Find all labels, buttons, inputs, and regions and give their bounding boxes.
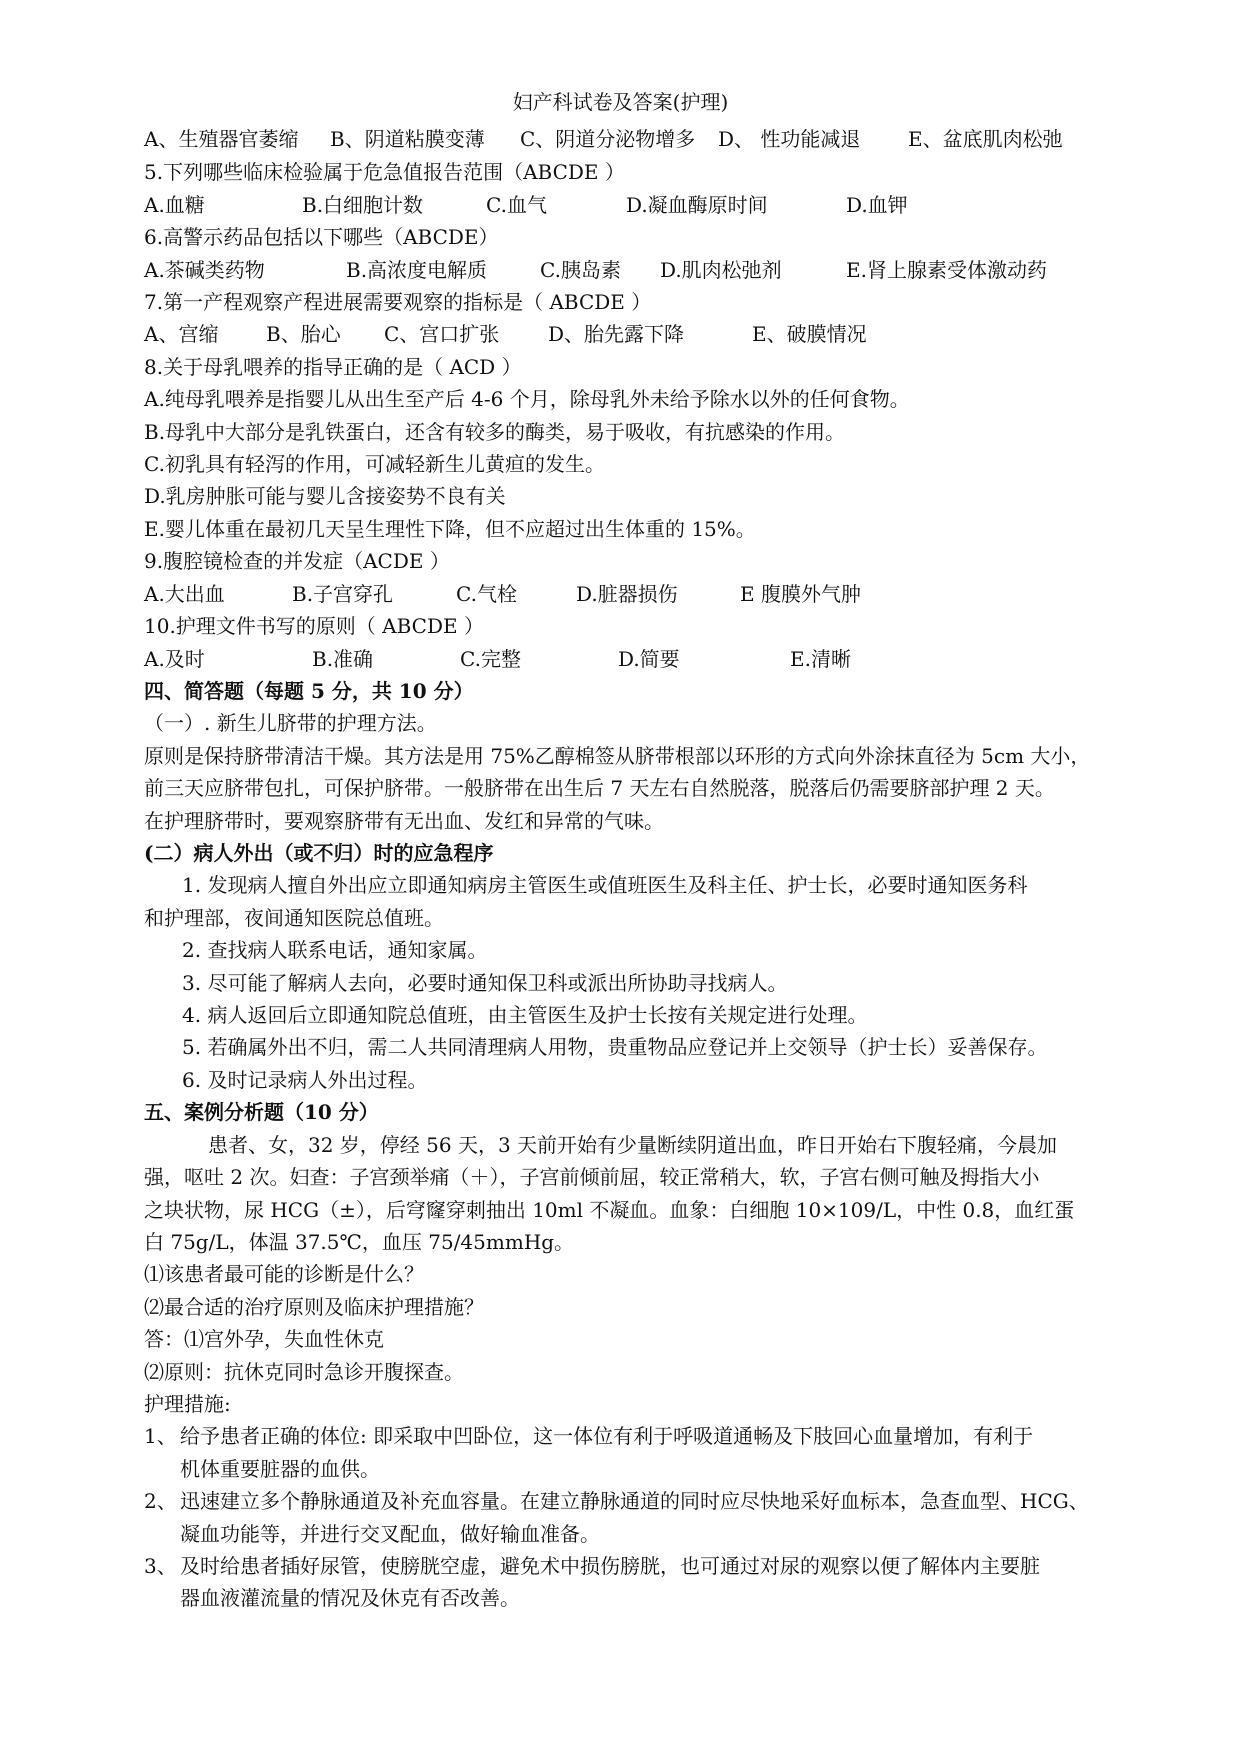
case-question-1: ⑴该患者最可能的诊断是什么？	[144, 1262, 424, 1286]
q6-option-d: D.肌肉松弛剂	[660, 258, 782, 282]
q9-option-e: E 腹膜外气肿	[740, 582, 861, 606]
section4-sub2-item: 2. 查找病人联系电话，通知家属。	[182, 938, 488, 962]
section4-sub1-body-line: 在护理脐带时，要观察脐带有无出血、发红和异常的气味。	[144, 809, 664, 833]
q4-option-b: B、阴道粘膜变薄	[330, 127, 485, 151]
q6-option-c: C.胰岛素	[540, 258, 621, 282]
measure-1-line: 给予患者正确的体位: 即采取中凹卧位，这一体位有利于呼吸道通畅及下肢回心血量增加，有利于	[180, 1424, 1034, 1448]
section4-heading: 四、简答题（每题 5 分，共 10 分）	[144, 679, 474, 703]
q8-option-e: E.婴儿体重在最初几天呈生理性下降，但不应超过出生体重的 15%。	[144, 517, 756, 541]
case-answer-2: ⑵原则：抗休克同时急诊开腹探查。	[144, 1360, 464, 1384]
measure-2-number: 2、	[144, 1489, 177, 1513]
measure-2-line: 迅速建立多个静脉通道及补充血容量。在建立静脉通道的同时应尽快地采好血标本，急查血型、HCG、	[180, 1489, 1089, 1513]
measure-1-line: 机体重要脏器的血供。	[180, 1457, 380, 1481]
q7-stem: 7.第一产程观察产程进展需要观察的指标是（ ABCDE ）	[144, 290, 652, 314]
q6-option-a: A.茶碱类药物	[144, 258, 265, 282]
case-line: 患者、女，32 岁，停经 56 天，3 天前开始有少量断续阴道出血，昨日开始右下腹轻痛，今晨加	[208, 1133, 1058, 1157]
q7-option-d: D、胎先露下降	[548, 322, 685, 346]
q6-stem: 6.高警示药品包括以下哪些（ABCDE）	[144, 225, 499, 249]
q5-option-c: C.血气	[486, 193, 547, 217]
q9-option-d: D.脏器损伤	[576, 582, 678, 606]
case-question-2: ⑵最合适的治疗原则及临床护理措施？	[144, 1295, 484, 1319]
case-line: 白 75g/L，体温 37.5℃，血压 75/45mmHg。	[144, 1230, 575, 1254]
page-title: 妇产科试卷及答案(护理)	[512, 90, 729, 114]
q4-option-a: A、生殖器官萎缩	[144, 127, 299, 151]
q4-option-d: D、 性功能减退	[718, 127, 861, 151]
q8-stem: 8.关于母乳喂养的指导正确的是（ ACD ）	[144, 355, 522, 379]
q10-stem: 10.护理文件书写的原则（ ABCDE ）	[144, 614, 484, 638]
section4-sub1-title: （一）. 新生儿脐带的护理方法。	[144, 711, 437, 735]
section4-sub1-body-line: 前三天应脐带包扎，可保护脐带。一般脐带在出生后 7 天左右自然脱落，脱落后仍需要脐部护理 2 天。	[144, 776, 1055, 800]
case-answer-1: 答：⑴宫外孕，失血性休克	[144, 1327, 384, 1351]
q9-option-a: A.大出血	[144, 582, 225, 606]
section4-sub2-item: 6. 及时记录病人外出过程。	[182, 1068, 428, 1092]
section5-heading: 五、案例分析题（10 分）	[144, 1100, 379, 1124]
q6-option-b: B.高浓度电解质	[346, 258, 488, 282]
q8-option-c: C.初乳具有轻泻的作用，可减轻新生儿黄疸的发生。	[144, 452, 605, 476]
section4-sub2-item: 4. 病人返回后立即通知院总值班，由主管医生及护士长按有关规定进行处理。	[182, 1003, 868, 1027]
q4-option-e: E、盆底肌肉松弛	[908, 127, 1063, 151]
q8-option-d: D.乳房肿胀可能与婴儿含接姿势不良有关	[144, 484, 506, 508]
section4-sub1-body-line: 原则是保持脐带清洁干燥。其方法是用 75%乙醇棉签从脐带根部以环形的方式向外涂抹直径为 5cm 大小，	[144, 744, 1091, 768]
q8-option-a: A.纯母乳喂养是指婴儿从出生至产后 4-6 个月，除母乳外未给予除水以外的任何食物。	[144, 387, 910, 411]
case-line: 强，呕吐 2 次。妇查：子宫颈举痛（＋），子宫前倾前屈，较正常稍大，软，子宫右侧可触及拇指大小	[144, 1165, 1040, 1189]
section4-sub2-item: 和护理部，夜间通知医院总值班。	[144, 906, 444, 930]
measure-3-line: 及时给患者插好尿管，使膀胱空虚，避免术中损伤膀胱，也可通过对尿的观察以便了解体内主要脏	[180, 1554, 1040, 1578]
q10-option-a: A.及时	[144, 647, 205, 671]
section4-sub2-title: (二）病人外出（或不归）时的应急程序	[144, 841, 494, 865]
case-line: 之块状物，尿 HCG（±），后穹窿穿刺抽出 10ml 不凝血。血象：白细胞 10×109/L，中性 0.8，血红蛋	[144, 1198, 1075, 1222]
measure-3-line: 器血液灌流量的情况及休克有否改善。	[180, 1586, 520, 1610]
q9-option-b: B.子宫穿孔	[292, 582, 394, 606]
section4-sub2-item: 5. 若确属外出不归，需二人共同清理病人用物，贵重物品应登记并上交领导（护士长）妥善保存。	[182, 1035, 1048, 1059]
q5-option-b: B.白细胞计数	[302, 193, 424, 217]
measure-3-number: 3、	[144, 1554, 177, 1578]
q8-option-b: B.母乳中大部分是乳铁蛋白，还含有较多的酶类，易于吸收，有抗感染的作用。	[144, 420, 846, 444]
q5-option-a: A.血糖	[144, 193, 205, 217]
section4-sub2-item: 1. 发现病人擅自外出应立即通知病房主管医生或值班医生及科主任、护士长，必要时通知医务科	[182, 873, 1028, 897]
nursing-measures-label: 护理措施:	[144, 1392, 231, 1416]
section4-sub2-item: 3. 尽可能了解病人去向，必要时通知保卫科或派出所协助寻找病人。	[182, 971, 788, 995]
q10-option-b: B.准确	[312, 647, 374, 671]
q10-option-c: C.完整	[460, 647, 521, 671]
q10-option-d: D.简要	[618, 647, 680, 671]
q5-stem: 5.下列哪些临床检验属于危急值报告范围（ABCDE ）	[144, 160, 625, 184]
measure-1-number: 1、	[144, 1424, 177, 1448]
q4-option-c: C、阴道分泌物增多	[520, 127, 696, 151]
q9-stem: 9.腹腔镜检查的并发症（ACDE ）	[144, 549, 450, 573]
q6-option-e: E.肾上腺素受体激动药	[846, 258, 1047, 282]
q9-option-c: C.气栓	[456, 582, 517, 606]
q5-option-d: D.凝血酶原时间	[626, 193, 768, 217]
q7-option-a: A、宫缩	[144, 322, 219, 346]
measure-2-line: 凝血功能等，并进行交叉配血，做好输血准备。	[180, 1522, 600, 1546]
q10-option-e: E.清晰	[790, 647, 851, 671]
q5-option-e: D.血钾	[846, 193, 908, 217]
q7-option-e: E、破膜情况	[752, 322, 867, 346]
q7-option-c: C、宫口扩张	[384, 322, 500, 346]
q7-option-b: B、胎心	[266, 322, 341, 346]
